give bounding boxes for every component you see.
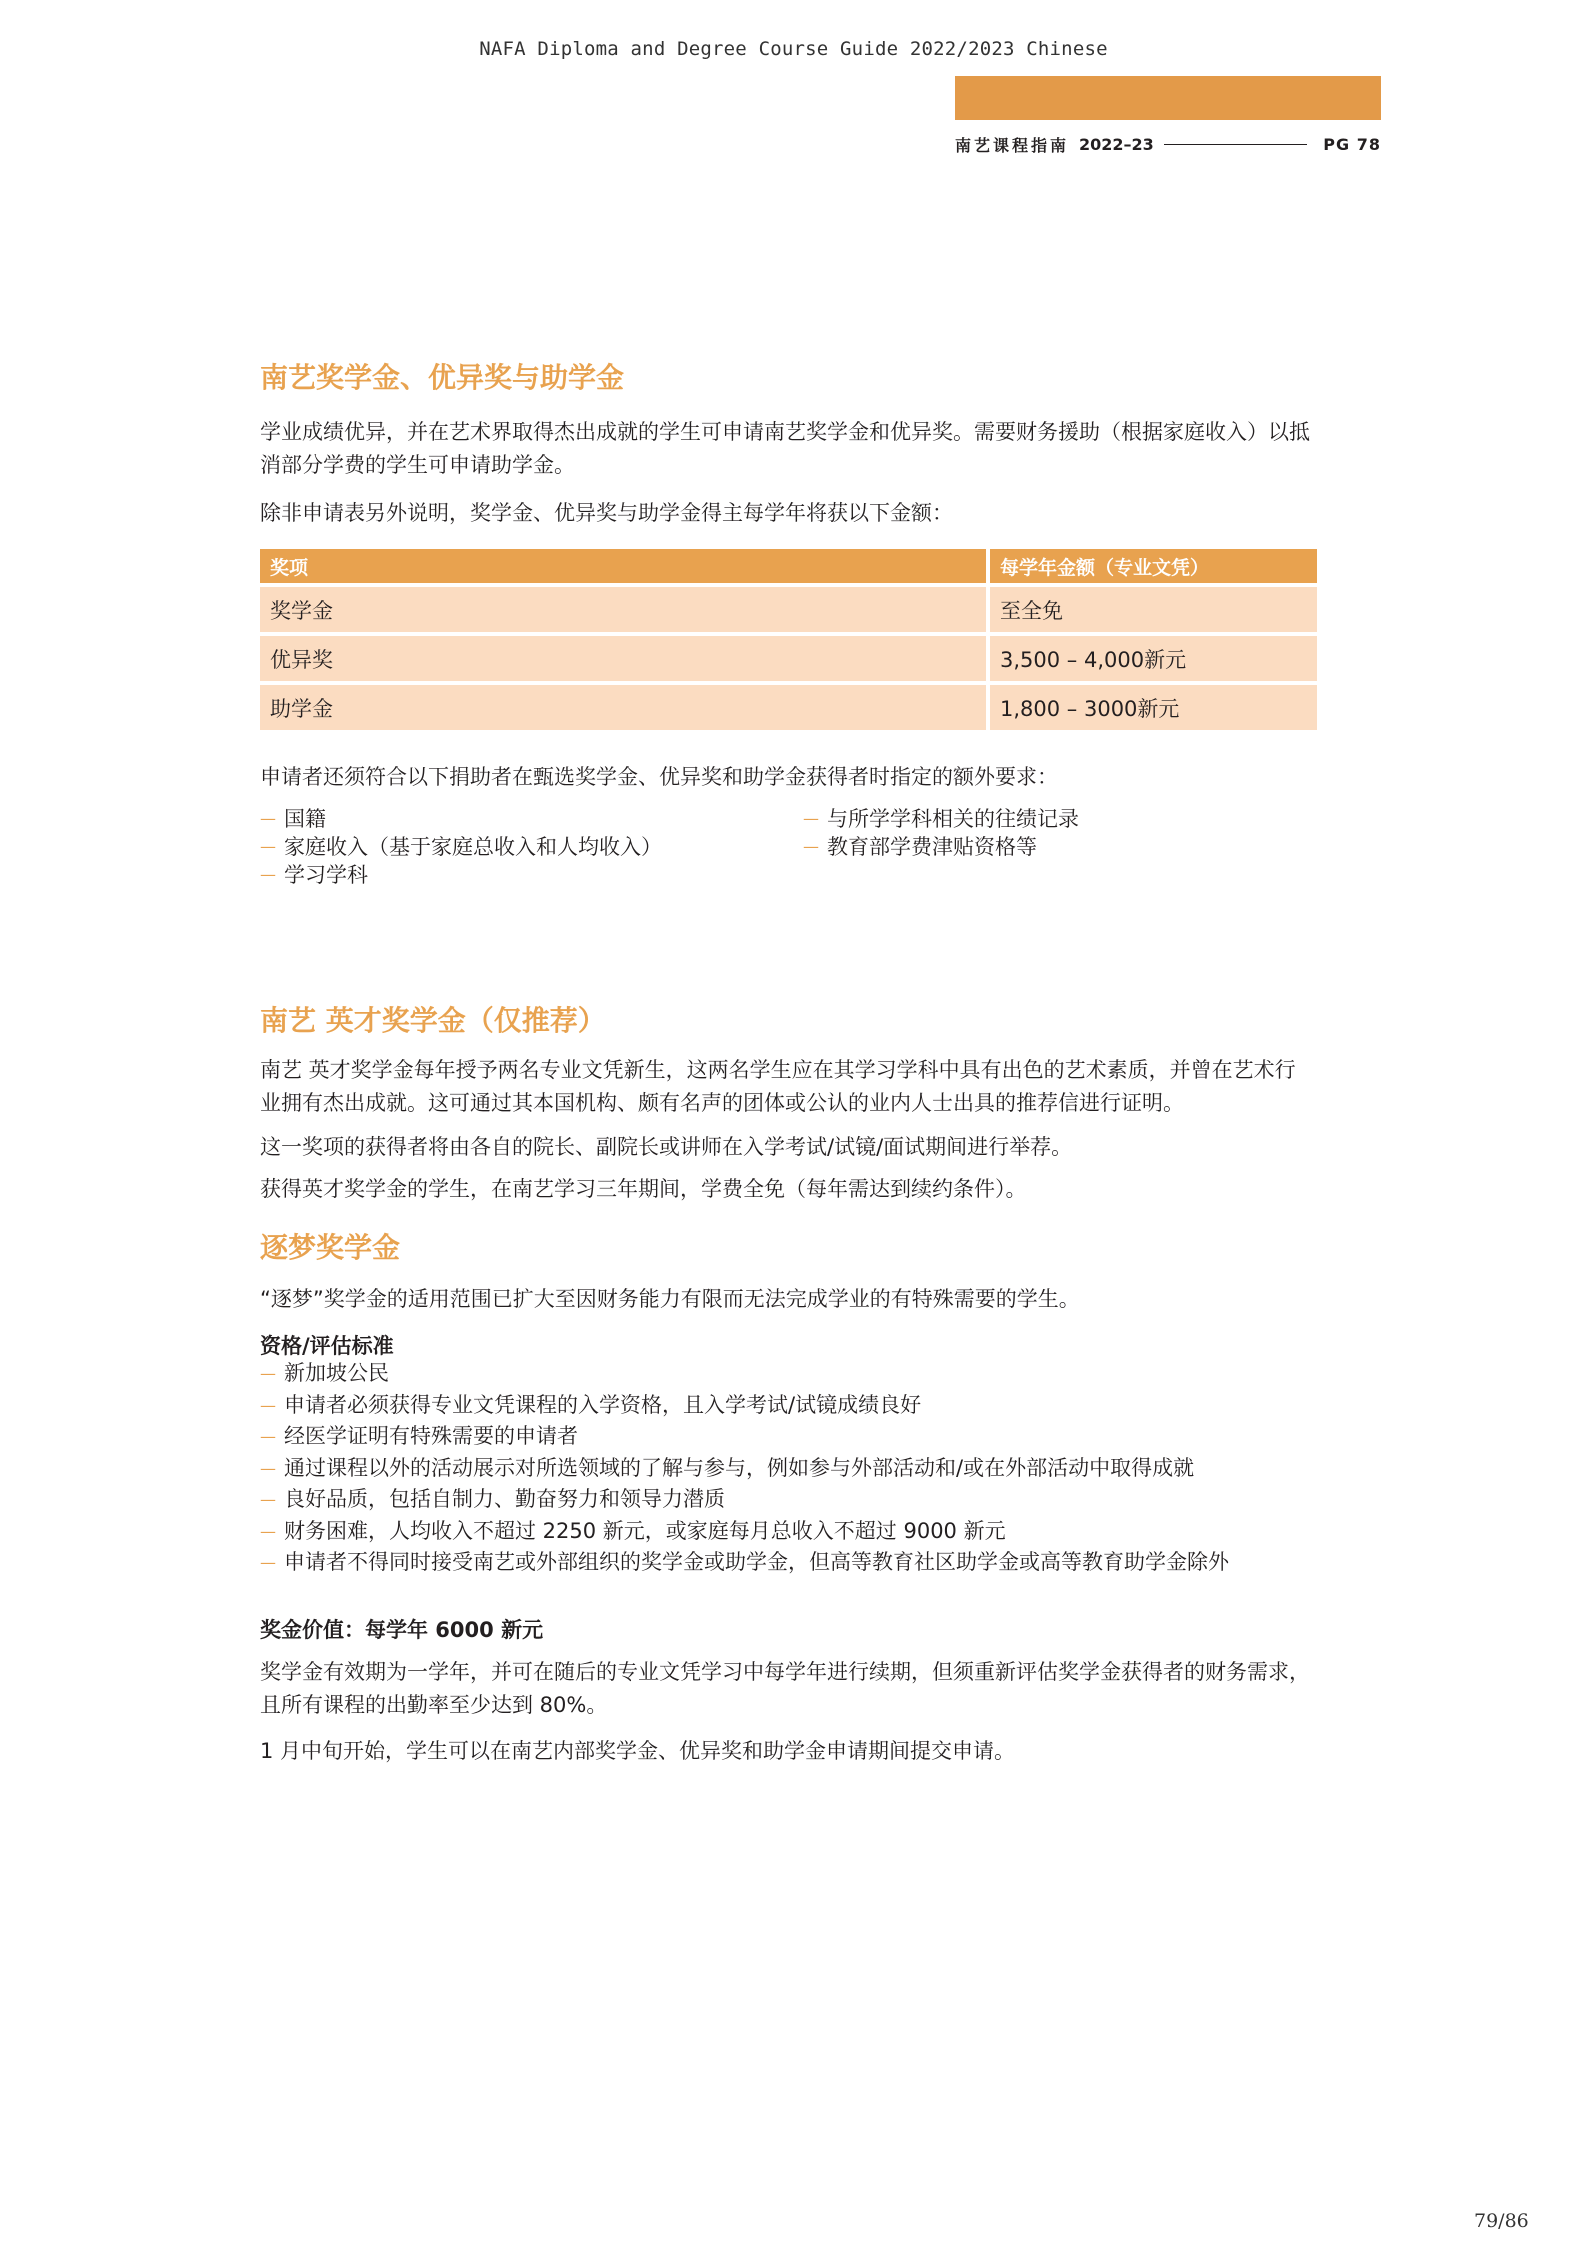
table-cell-award: 优异奖 [260, 632, 986, 681]
guide-title: 南艺课程指南 [955, 135, 1070, 155]
list-item: — 申请者必须获得专业文凭课程的入学资格，且入学考试/试镜成绩良好 [260, 1390, 1229, 1422]
application-period: 1 月中旬开始，学生可以在南艺内部奖学金、优异奖和助学金申请期间提交申请。 [260, 1739, 1016, 1763]
table-header-amount: 每学年金额（专业文凭） [986, 549, 1317, 583]
list-item: — 通过课程以外的活动展示对所选领域的了解与参与，例如参与外部活动和/或在外部活动中取得成就 [260, 1453, 1229, 1485]
section-title-dream-scholarship: 逐梦奖学金 [260, 1231, 401, 1264]
header-rule [1164, 144, 1307, 145]
page-label: PG 78 [1323, 134, 1381, 154]
table-row [260, 583, 1317, 632]
scholarship-amount-note: 除非申请表另外说明，奖学金、优异奖与助学金得主每学年将获以下金额： [260, 501, 953, 525]
list-item: — 申请者不得同时接受南艺或外部组织的奖学金或助学金，但高等教育社区助学金或高等教育助学金除外 [260, 1547, 1229, 1579]
renewal-terms: 奖学金有效期为一学年，并可在随后的专业文凭学习中每学年进行续期，但须重新评估奖学金获得者的财务需求，且所有课程的出勤率至少达到 80%。 [260, 1660, 1310, 1717]
page-counter: 79/86 [1474, 2210, 1529, 2232]
list-item: — 国籍 [260, 805, 662, 833]
list-item: — 学习学科 [260, 861, 662, 889]
table-cell-amount: 3,500 – 4,000新元 [986, 632, 1317, 681]
award-amount-table [260, 549, 1317, 730]
guide-year: 2022–23 [1079, 134, 1154, 154]
list-item: — 财务困难，人均收入不超过 2250 新元，或家庭每月总收入不超过 9000 新元 [260, 1516, 1229, 1548]
table-cell-amount: 1,800 – 3000新元 [986, 681, 1317, 730]
list-item: — 良好品质，包括自制力、勤奋努力和领导力潜质 [260, 1484, 1229, 1516]
talent-scholarship-description: 南艺 英才奖学金每年授予两名专业文凭新生，这两名学生应在其学习学科中具有出色的艺术素质，并曾在艺术行业拥有杰出成就。这可通过其本国机构、颇有名声的团体或公认的业内人士出具的推荐信进行证明。 [260, 1058, 1296, 1115]
scholarship-intro: 学业成绩优异，并在艺术界取得杰出成就的学生可申请南艺奖学金和优异奖。需要财务援助（根据家庭收入）以抵消部分学费的学生可申请助学金。 [260, 420, 1310, 477]
table-cell-amount: 至全免 [986, 583, 1317, 632]
award-value-heading: 奖金价值：每学年 6000 新元 [260, 1618, 544, 1642]
list-item: — 与所学学科相关的往绩记录 [803, 805, 1079, 833]
list-item: — 经医学证明有特殊需要的申请者 [260, 1421, 1229, 1453]
header-accent-bar [955, 76, 1381, 120]
running-head [955, 132, 1381, 156]
section-title-scholarships: 南艺奖学金、优异奖与助学金 [260, 361, 625, 394]
list-item: — 家庭收入（基于家庭总收入和人均收入） [260, 833, 662, 861]
list-item: — 教育部学费津贴资格等 [803, 833, 1079, 861]
section-title-talent-scholarship: 南艺 英才奖学金（仅推荐） [260, 1004, 606, 1037]
talent-scholarship-benefit: 获得英才奖学金的学生，在南艺学习三年期间，学费全免（每年需达到续约条件）。 [260, 1177, 1027, 1201]
criteria-list [260, 1358, 1229, 1579]
donor-requirements-list-right [803, 805, 1079, 861]
document-title: NAFA Diploma and Degree Course Guide 2022/2023 Chinese [479, 38, 1108, 60]
dream-scholarship-intro: “逐梦”奖学金的适用范围已扩大至因财务能力有限而无法完成学业的有特殊需要的学生。 [260, 1287, 1080, 1311]
talent-scholarship-nomination: 这一奖项的获得者将由各自的院长、副院长或讲师在入学考试/试镜/面试期间进行举荐。 [260, 1135, 1073, 1159]
criteria-heading: 资格/评估标准 [260, 1334, 394, 1358]
list-item: — 新加坡公民 [260, 1358, 1229, 1390]
table-cell-award: 奖学金 [260, 583, 986, 632]
table-cell-award: 助学金 [260, 681, 986, 730]
donor-requirements-note: 申请者还须符合以下捐助者在甄选奖学金、优异奖和助学金获得者时指定的额外要求： [260, 765, 1058, 789]
table-header-award: 奖项 [260, 549, 986, 583]
donor-requirements-list-left [260, 805, 662, 889]
table-row [260, 681, 1317, 730]
table-row [260, 632, 1317, 681]
table-header-row [260, 549, 1317, 583]
